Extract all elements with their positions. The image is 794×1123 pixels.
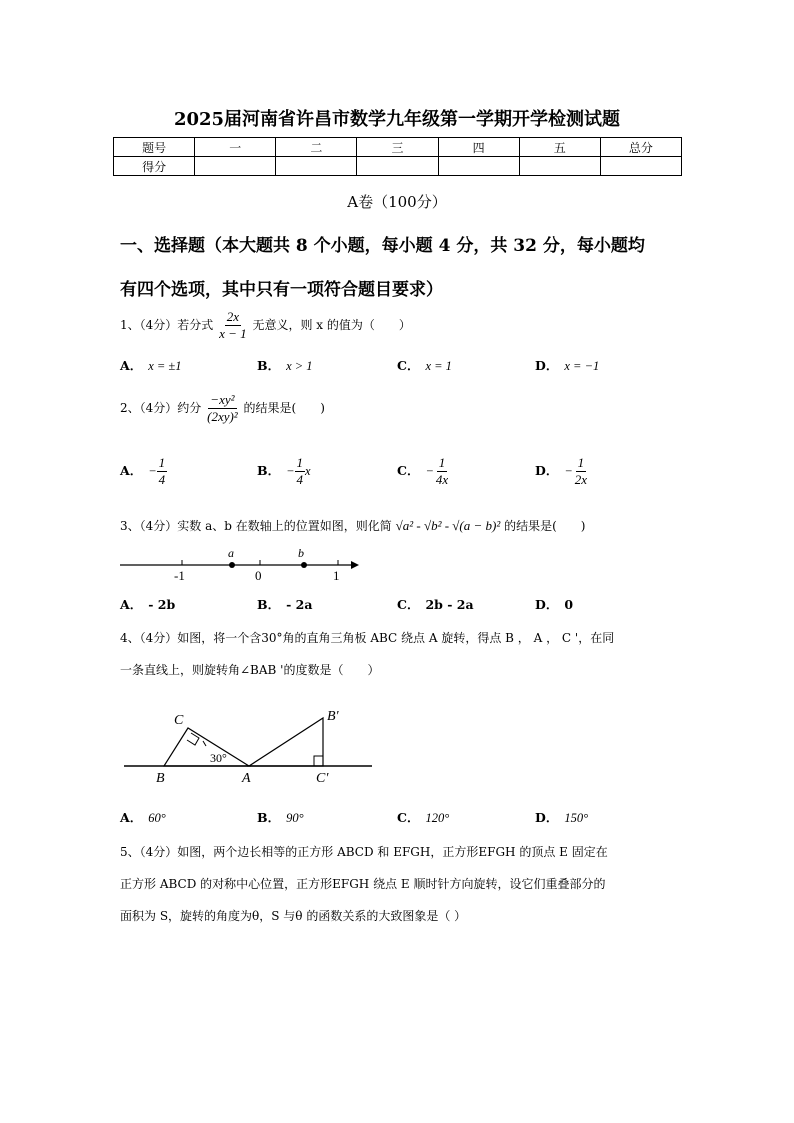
row-label: 得分 (114, 157, 195, 176)
header-cell: 总分 (600, 138, 681, 157)
q5-line1: 5、（4分）如图，两个边长相等的正方形 ABCD 和 EFGH，正方形EFGH 的顶点 E 固定在 (120, 845, 608, 859)
label-b: B (156, 771, 165, 786)
q1-prefix: 1、（4分）若分式 (120, 318, 214, 332)
option-label: D． (535, 463, 559, 478)
q2-denominator: (2xy)² (207, 409, 238, 424)
score-cell[interactable] (276, 157, 357, 176)
q2-option-d[interactable] (535, 455, 589, 488)
q2-numerator: −xy² (210, 392, 235, 407)
option-denominator: 2x (574, 472, 588, 487)
option-sign: − (425, 464, 434, 478)
tick-label: 0 (255, 568, 262, 583)
option-label: D． (535, 810, 559, 825)
axis-arrow-icon (351, 561, 359, 569)
option-label: C． (397, 810, 420, 825)
q3-text: 3、（4分）实数 a、b 在数轴上的位置如图，则化简 (120, 519, 392, 533)
q3-suffix: 的结果是( ) (504, 519, 586, 533)
option-sign: − (564, 464, 573, 478)
score-table-score-row (114, 157, 682, 176)
option-fraction (573, 455, 589, 488)
q1-denominator: x − 1 (219, 326, 247, 341)
question-4 (120, 622, 680, 686)
score-table-header-row (114, 138, 682, 157)
q5-line2: 正方形 ABCD 的对称中心位置，正方形EFGH 绕点 E 顺时针方向旋转，设它们重叠部分的 (120, 877, 606, 891)
option-numerator: 1 (296, 455, 304, 470)
label-c: C (174, 713, 184, 728)
part-heading: A卷（100分） (347, 193, 447, 211)
score-cell[interactable] (438, 157, 519, 176)
option-denominator: 4 (296, 472, 304, 487)
score-cell[interactable] (600, 157, 681, 176)
option-label: D． (535, 358, 559, 373)
q3-option-c[interactable] (397, 595, 480, 613)
section-heading (120, 224, 680, 312)
option-tail: x (305, 464, 311, 478)
q1-suffix: 无意义，则 x 的值为（ ） (252, 318, 411, 332)
header-cell: 二 (276, 138, 357, 157)
question-5 (120, 836, 680, 932)
option-label: C． (397, 463, 420, 478)
point-b (301, 562, 307, 568)
q1-numerator: 2x (226, 309, 240, 324)
option-label: B． (257, 358, 281, 373)
section-heading-line1: 一、选择题（本大题共 8 个小题，每小题 4 分，共 32 分，每小题均 (120, 236, 645, 256)
option-denominator: 4x (435, 472, 449, 487)
question-2 (120, 392, 325, 425)
option-text: x > 1 (286, 359, 313, 373)
q3-option-a[interactable] (120, 595, 181, 613)
option-label: C． (397, 358, 420, 373)
q3-option-d[interactable] (535, 595, 579, 613)
option-fraction (157, 455, 168, 488)
option-label: B． (257, 463, 281, 478)
q2-fraction (205, 392, 240, 425)
q1-option-d[interactable] (535, 356, 599, 374)
option-fraction (434, 455, 450, 488)
q4-option-a[interactable] (120, 808, 166, 826)
rotation-triangle-figure (118, 700, 378, 792)
right-angle-mark-c1 (314, 756, 323, 766)
q5-line3: 面积为 S，旋转的角度为θ，S 与θ 的函数关系的大致图象是（ ） (120, 909, 467, 923)
label-b-prime: B′ (327, 709, 339, 724)
option-text: x = −1 (564, 359, 600, 373)
q2-prefix: 2、（4分）约分 (120, 401, 202, 415)
question-1 (120, 309, 411, 342)
label-30-degree: 30° (210, 751, 227, 765)
score-cell[interactable] (519, 157, 600, 176)
header-cell: 一 (195, 138, 276, 157)
page-title: 2025届河南省许昌市数学九年级第一学期开学检测试题 (173, 109, 621, 130)
point-a-label: a (228, 546, 234, 560)
q4-line2: 一条直线上，则旋转角∠BAB '的度数是（ ） (120, 663, 380, 677)
q4-line1: 4、（4分）如图，将一个含30°角的直角三角板 ABC 绕点 A 旋转，得点 B ， A ， C '，在同 (120, 631, 615, 645)
number-line-figure (118, 544, 363, 586)
option-numerator: 1 (577, 455, 585, 470)
tick-label: 1 (333, 568, 340, 583)
header-cell: 三 (357, 138, 438, 157)
option-text: - 2b (148, 597, 176, 612)
label-c-prime: C′ (316, 771, 329, 786)
option-label: A． (120, 358, 143, 373)
header-cell: 四 (438, 138, 519, 157)
right-angle-mark-c (187, 733, 199, 745)
option-text: 60° (148, 811, 166, 825)
option-text: 90° (286, 811, 304, 825)
option-denominator: 4 (158, 472, 166, 487)
q1-fraction (217, 309, 249, 342)
option-label: C． (397, 597, 420, 612)
q4-option-b[interactable] (257, 808, 304, 826)
option-label: A． (120, 463, 143, 478)
option-numerator: 1 (438, 455, 446, 470)
triangle-ab1c1 (249, 718, 323, 766)
q3-option-b[interactable] (257, 595, 318, 613)
option-numerator: 1 (158, 455, 166, 470)
option-text: 150° (564, 811, 589, 825)
section-heading-line2: 有四个选项，其中只有一项符合题目要求） (120, 280, 443, 300)
triangle-abc (164, 728, 249, 766)
option-fraction (295, 455, 306, 488)
option-sign: − (148, 464, 157, 478)
score-cell[interactable] (357, 157, 438, 176)
question-3 (120, 517, 585, 534)
option-label: B． (257, 597, 281, 612)
option-text: x = 1 (425, 359, 452, 373)
option-label: A． (120, 810, 143, 825)
tick-label: -1 (174, 568, 185, 583)
score-cell[interactable] (195, 157, 276, 176)
q4-option-d[interactable] (535, 808, 588, 826)
option-text: 0 (564, 597, 574, 612)
header-cell: 五 (519, 138, 600, 157)
q1-option-c[interactable] (397, 356, 452, 374)
option-sign: − (286, 464, 295, 478)
q1-option-b[interactable] (257, 356, 313, 374)
q2-option-b[interactable] (257, 455, 311, 488)
option-text: 120° (425, 811, 450, 825)
q4-option-c[interactable] (397, 808, 449, 826)
q2-option-a[interactable] (120, 455, 167, 488)
option-text: - 2a (286, 597, 313, 612)
point-a (229, 562, 235, 568)
q2-suffix: 的结果是( ) (243, 401, 325, 415)
point-b-label: b (298, 546, 304, 560)
option-label: D． (535, 597, 559, 612)
q1-option-a[interactable] (120, 356, 182, 374)
header-cell: 题号 (114, 138, 195, 157)
option-text: 2b - 2a (425, 597, 474, 612)
score-table (113, 137, 682, 176)
q3-expression: √a² - √b² - √(a − b)² (395, 518, 501, 533)
label-a: A (242, 771, 251, 786)
option-label: B． (257, 810, 281, 825)
angle-tick (203, 741, 206, 746)
option-text: x = ±1 (148, 359, 182, 373)
option-label: A． (120, 597, 143, 612)
q2-option-c[interactable] (397, 455, 450, 488)
